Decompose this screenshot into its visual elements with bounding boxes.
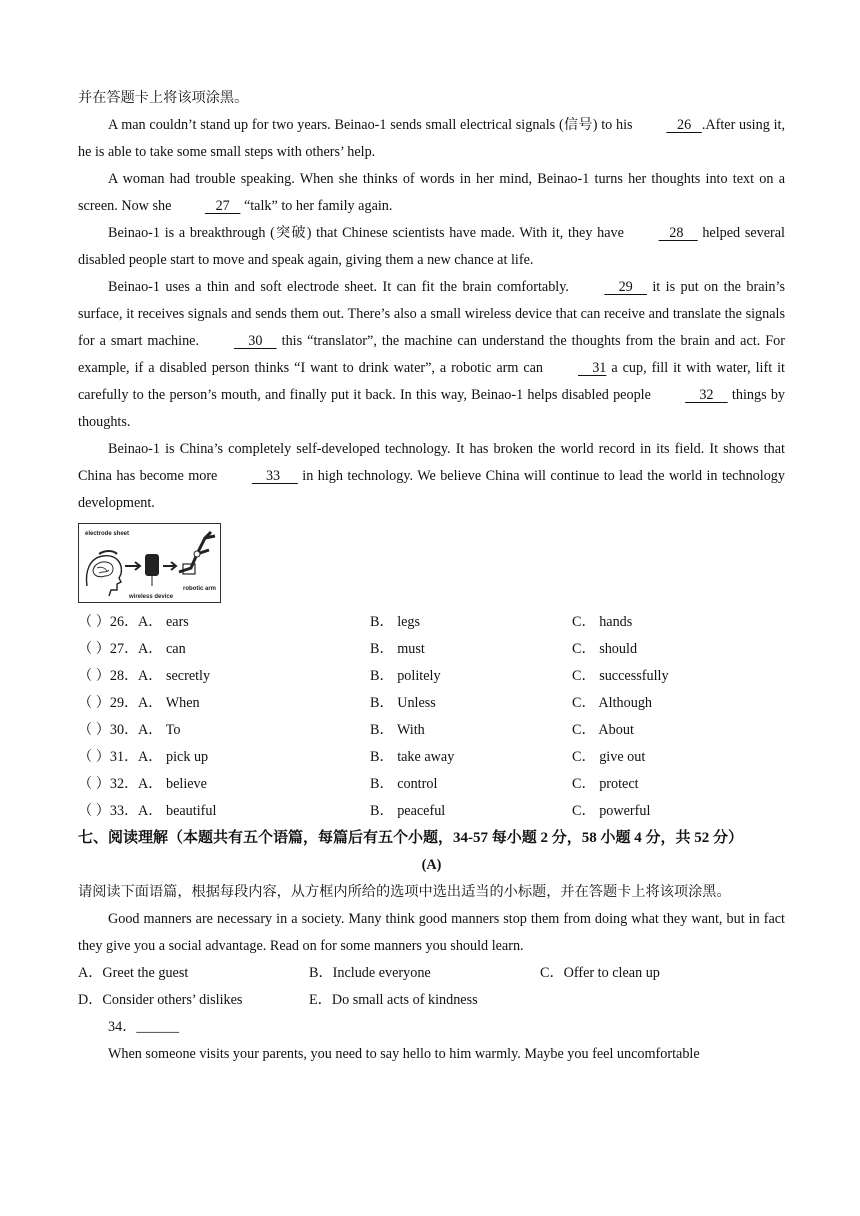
- option-a: A． pick up: [138, 749, 209, 765]
- blank-28: 28: [658, 225, 698, 241]
- section-7-heading: 七、阅读理解（本题共有五个语篇，每篇后有五个小题，34-57 每小题 2 分，58 小题 4 分，共 52 分）: [78, 830, 743, 846]
- option-a: A． To: [138, 722, 181, 738]
- heading-options-row-1: [78, 960, 785, 987]
- option-b: B． politely: [370, 668, 441, 684]
- option-a: A． believe: [138, 776, 207, 792]
- option-row: [78, 609, 785, 636]
- option-b: B． With: [370, 722, 425, 738]
- option-c: C． About: [572, 722, 634, 738]
- blank-30: 30: [234, 333, 277, 349]
- option-c: C． powerful: [572, 803, 651, 819]
- beinao-diagram: [78, 523, 221, 603]
- passage-a-paragraph-1: Good manners are necessary in a society. Many think good manners stop them from doing what they want, but in fact they give you a social advantage. Read on for some manners you should learn.: [78, 911, 785, 954]
- brain-icon: [93, 562, 113, 577]
- arrow-icon: [125, 562, 140, 570]
- passage-paragraph-1: A man couldn’t stand up for two years. Beinao-1 sends small electrical signals (信号) to his 26 .After using it, he is able to take some small steps with others’ help.: [78, 112, 785, 166]
- wireless-device-icon: [145, 554, 159, 576]
- heading-option-c: C．Offer to clean up: [540, 965, 660, 981]
- robotic-arm-icon: [179, 532, 215, 574]
- options-list: [78, 609, 785, 825]
- option-b: B． control: [370, 776, 438, 792]
- label-robotic-arm: robotic arm: [183, 586, 217, 592]
- electrode-sheet-icon: [99, 551, 117, 554]
- blank-29: 29: [604, 279, 647, 295]
- passage-paragraph-5: Beinao-1 is China’s completely self-developed technology. It has broken the world record in its field. It shows that China has become more 33 in high technology. We believe China will continue to lead the world in technology development.: [78, 441, 785, 511]
- option-a: A． ears: [138, 614, 189, 630]
- option-a: A． secretly: [138, 668, 211, 684]
- heading-option-b: B．Include everyone: [309, 965, 431, 981]
- option-row: [78, 663, 785, 690]
- answer-bracket[interactable]: （ ）26．: [78, 614, 139, 630]
- blank-26: 26: [666, 117, 702, 133]
- answer-bracket[interactable]: （ ）28．: [78, 668, 139, 684]
- answer-bracket[interactable]: （ ）30．: [78, 722, 139, 738]
- passage-a-paragraph-2: When someone visits your parents, you need to say hello to him warmly. Maybe you feel uncomfortable: [108, 1046, 700, 1062]
- answer-bracket[interactable]: （ ）32．: [78, 776, 139, 792]
- question-34-blank[interactable]: 34．______: [108, 1019, 179, 1035]
- option-b: B． take away: [370, 749, 455, 765]
- option-a: A． beautiful: [138, 803, 217, 819]
- option-c: C． give out: [572, 749, 646, 765]
- option-row: [78, 771, 785, 798]
- answer-bracket[interactable]: （ ）29．: [78, 695, 139, 711]
- option-b: B． peaceful: [370, 803, 446, 819]
- intro-tail: 并在答题卡上将该项涂黑。: [78, 90, 249, 106]
- passage-paragraph-2: A woman had trouble speaking. When she thinks of words in her mind, Beinao-1 turns her thoughts into text on a screen. Now she 27 “talk” to her family again.: [78, 166, 785, 220]
- passage-paragraph-4: Beinao-1 uses a thin and soft electrode sheet. It can fit the brain comfortably. 29 it is put on the brain’s surface, it receives signals and sends them out. There’s also a small wireless device that can receive and translate the signals for a smart machine. 30 this “translator”, the machine can understand the thoughts from the brain and act. For example, if a disabled person thinks “I want to drink water”, a robotic arm can 31 a cup, fill it with water, lift it carefully to the person’s mouth, and finally put it back. In this way, Beinao-1 helps disabled people 32 things by thoughts.: [78, 274, 785, 436]
- heading-options-row-2: [78, 987, 785, 1014]
- option-b: B． Unless: [370, 695, 436, 711]
- passage-a-title: (A): [421, 857, 442, 873]
- answer-bracket[interactable]: （ ）33．: [78, 803, 139, 819]
- option-row: [78, 690, 785, 717]
- option-c: C． protect: [572, 776, 639, 792]
- option-row: [78, 798, 785, 825]
- option-row: [78, 717, 785, 744]
- option-b: B． must: [370, 641, 425, 657]
- label-electrode-sheet: electrode sheet: [85, 531, 130, 537]
- blank-33: 33: [251, 468, 298, 484]
- exam-page: [78, 85, 785, 1068]
- option-c: C． should: [572, 641, 638, 657]
- heading-option-a: A．Greet the guest: [78, 965, 189, 981]
- option-a: A． can: [138, 641, 186, 657]
- option-c: C． Although: [572, 695, 653, 711]
- label-wireless-device: wireless device: [129, 594, 174, 600]
- option-row: [78, 636, 785, 663]
- heading-option-d: D．Consider others’ dislikes: [78, 992, 243, 1008]
- option-c: C． successfully: [572, 668, 669, 684]
- option-b: B． legs: [370, 614, 421, 630]
- beinao-diagram-drawing: [79, 524, 222, 604]
- answer-bracket[interactable]: （ ）27．: [78, 641, 139, 657]
- option-row: [78, 744, 785, 771]
- blank-31: 31: [578, 360, 607, 376]
- section-7-instruction: 请阅读下面语篇，根据每段内容，从方框内所给的选项中选出适当的小标题，并在答题卡上将该项涂黑。: [78, 884, 731, 900]
- heading-option-e: E．Do small acts of kindness: [309, 992, 478, 1008]
- option-c: C． hands: [572, 614, 633, 630]
- answer-bracket[interactable]: （ ）31．: [78, 749, 139, 765]
- blank-27: 27: [204, 198, 241, 214]
- blank-32: 32: [685, 387, 728, 403]
- option-a: A． When: [138, 695, 200, 711]
- passage-paragraph-3: Beinao-1 is a breakthrough (突破) that Chinese scientists have made. With it, they have 28 helped several disabled people start to move and speak again, giving them a new chance at life.: [78, 220, 785, 274]
